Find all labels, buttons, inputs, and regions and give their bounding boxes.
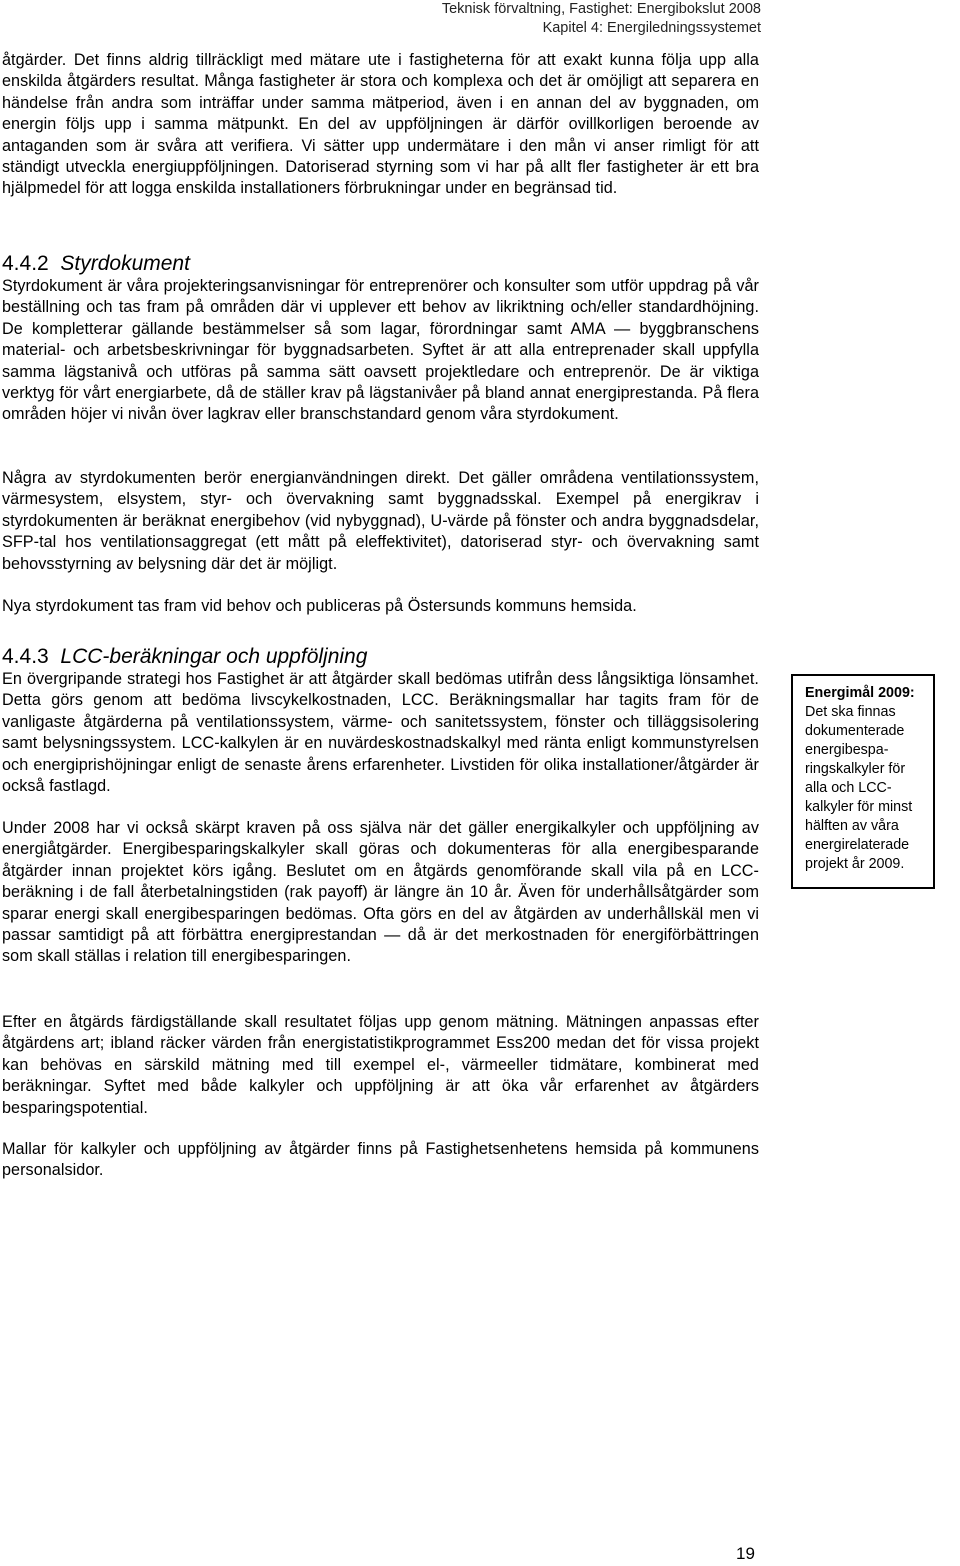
- section-442-paragraph-2: Några av styrdokumenten berör energianvändningen direkt. Det gäller områdena ventilationssystem, värmesystem, elsystem, styr- och övervakning samt byggnadsskal. Exempel på energikrav i styrdokumenten är beräknat energibehov (vid nybyggnad), U-värde på fönster och andra byggnadsdelar, SFP-tal hos ventilationsaggregat (ett mått på eleffektivitet), datoriserad styr- och övervakning samt behovsstyrning av belysning där det är möjligt.: [2, 469, 759, 573]
- section-442-title: Styrdokument: [60, 252, 190, 275]
- page-number: 19: [736, 1544, 755, 1563]
- section-442-paragraph-1: Styrdokument är våra projekteringsanvisningar för entreprenörer och konsulter som utför uppdrag på vår beställning och tas fram på områden där vi upplever ett behov av likriktning och/eller standardhöjning. De kompletterar gällande bestämmelser så som lagar, förordningar samt AMA — byggbranschens material- och arbetsbeskrivningar för byggnadsarbeten. Syftet är att alla entreprenader skall uppfylla samma lägstanivå och utföras på samma sätt oavsett projektledare och entreprenör. De är viktiga verktyg för vårt energiarbete, då de ställer krav på lägstanivåer på bland annat energiprestanda. På flera områden höjer vi nivån över lagkrav eller branschstandard genom våra styrdokument.: [2, 277, 759, 424]
- intro-section: [2, 50, 759, 200]
- section-442-heading: [2, 251, 190, 277]
- section-443-body-1: [2, 669, 759, 797]
- intro-paragraph: åtgärder. Det finns aldrig tillräckligt med mätare ute i fastigheterna för att exakt kunna följa upp alla enskilda åtgärders resultat. Många fastigheter är stora och komplexa och det är omöjligt att separera en händelse från andra som inträffar under samma mätperiod, även i en annan del av byggnaden, om energin följs upp i samma mätpunkt. En del av uppföljningen är därför ovillkorligen beroende av antaganden som är svåra att verifiera. Vi sätter upp undermätare i den mån vi anser rimligt för att ständigt utveckla energiuppföljningen. Datoriserad styrning som vi har på allt fler fastigheter är ett bra hjälpmedel för att logga enskilda installationers förbrukningar under en begränsad tid.: [2, 51, 759, 198]
- section-442-body-2: [2, 468, 759, 575]
- section-442-number: 4.4.2: [2, 252, 49, 275]
- section-443-heading: [2, 644, 367, 670]
- section-443-number: 4.4.3: [2, 645, 49, 668]
- section-443-title: LCC-beräkningar och uppföljning: [60, 645, 368, 668]
- section-442-body: [2, 276, 759, 426]
- section-443-paragraph-1: En övergripande strategi hos Fastighet är att åtgärder skall bedömas utifrån dess långsiktiga lönsamhet. Detta görs genom att bedöma livscykelkostnaden, LCC. Beräkningsmallar har tagits fram för de vanligaste åtgärderna på ventilationssystem, värme- och sanitetssystem, fönster och tilläggsisolering samt belysningssystem. LCC-kalkylen är en nuvärdeskostnadskalkyl med ränta enligt kommunstyrelsen och energiprishöjningar enligt de senaste årens erfarenheter. Livstiden för olika installationer/åtgärder är också fastlagd.: [2, 670, 759, 796]
- goal-sidebar-title: Energimål 2009:: [805, 685, 915, 701]
- section-442-body-3: [2, 596, 759, 617]
- header-document-title: Teknisk förvaltning, Fastighet: Energibokslut 2008: [441, 1, 761, 17]
- section-443-body-3: [2, 1012, 759, 1119]
- section-443-body-2: [2, 818, 759, 968]
- section-443-paragraph-2: Under 2008 har vi också skärpt kraven på oss själva när det gäller energikalkyler och uppföljning av energiåtgärder. Energibesparingskalkyler skall göras och dokumenteras för alla energibesparande åtgärder innan projektet körs igång. Beslutet om en åtgärds genomförande skall vila på en LCC-beräkning i de fall återbetalningstiden (rak payoff) är längre än 10 år. Även för underhållsåtgärder som sparar energi skall energibesparingen bedömas. Ofta görs en del av åtgärden av underhållskäl men vi passar samtidigt på att förbättra energiprestandan — då är det merkostnaden för energiförbättringen som skall ställas i relation till energibesparingen.: [2, 819, 759, 966]
- running-header: [442, 0, 761, 38]
- goal-sidebar-box: [791, 674, 935, 889]
- section-443-body-4: [2, 1139, 759, 1182]
- section-443-paragraph-3: Efter en åtgärds färdigställande skall resultatet följas upp genom mätning. Mätningen anpassas efter åtgärdens art; ibland räcker värden från energistatistikprogrammet Ess200 medan det för vissa projekt kan behövas en särskild mätning med till exempel el-, värmeeller tidmätare, kombinerat med beräkningar. Syftet med både kalkyler och uppföljning är att öka vår erfarenhet av åtgärders besparingspotential.: [2, 1013, 759, 1117]
- section-443-paragraph-4: Mallar för kalkyler och uppföljning av åtgärder finns på Fastighetsenhetens hemsida på kommunens personalsidor.: [2, 1140, 759, 1180]
- header-chapter-title: Kapitel 4: Energiledningssystemet: [542, 20, 761, 36]
- goal-sidebar-text: Det ska finnas dokumenterade energibesparingskalkyler för alla och LCC-kalkyler för minst hälften av våra energirelaterade projekt år 2009.: [805, 704, 913, 872]
- section-442-paragraph-3: Nya styrdokument tas fram vid behov och publiceras på Östersunds kommuns hemsida.: [2, 597, 637, 615]
